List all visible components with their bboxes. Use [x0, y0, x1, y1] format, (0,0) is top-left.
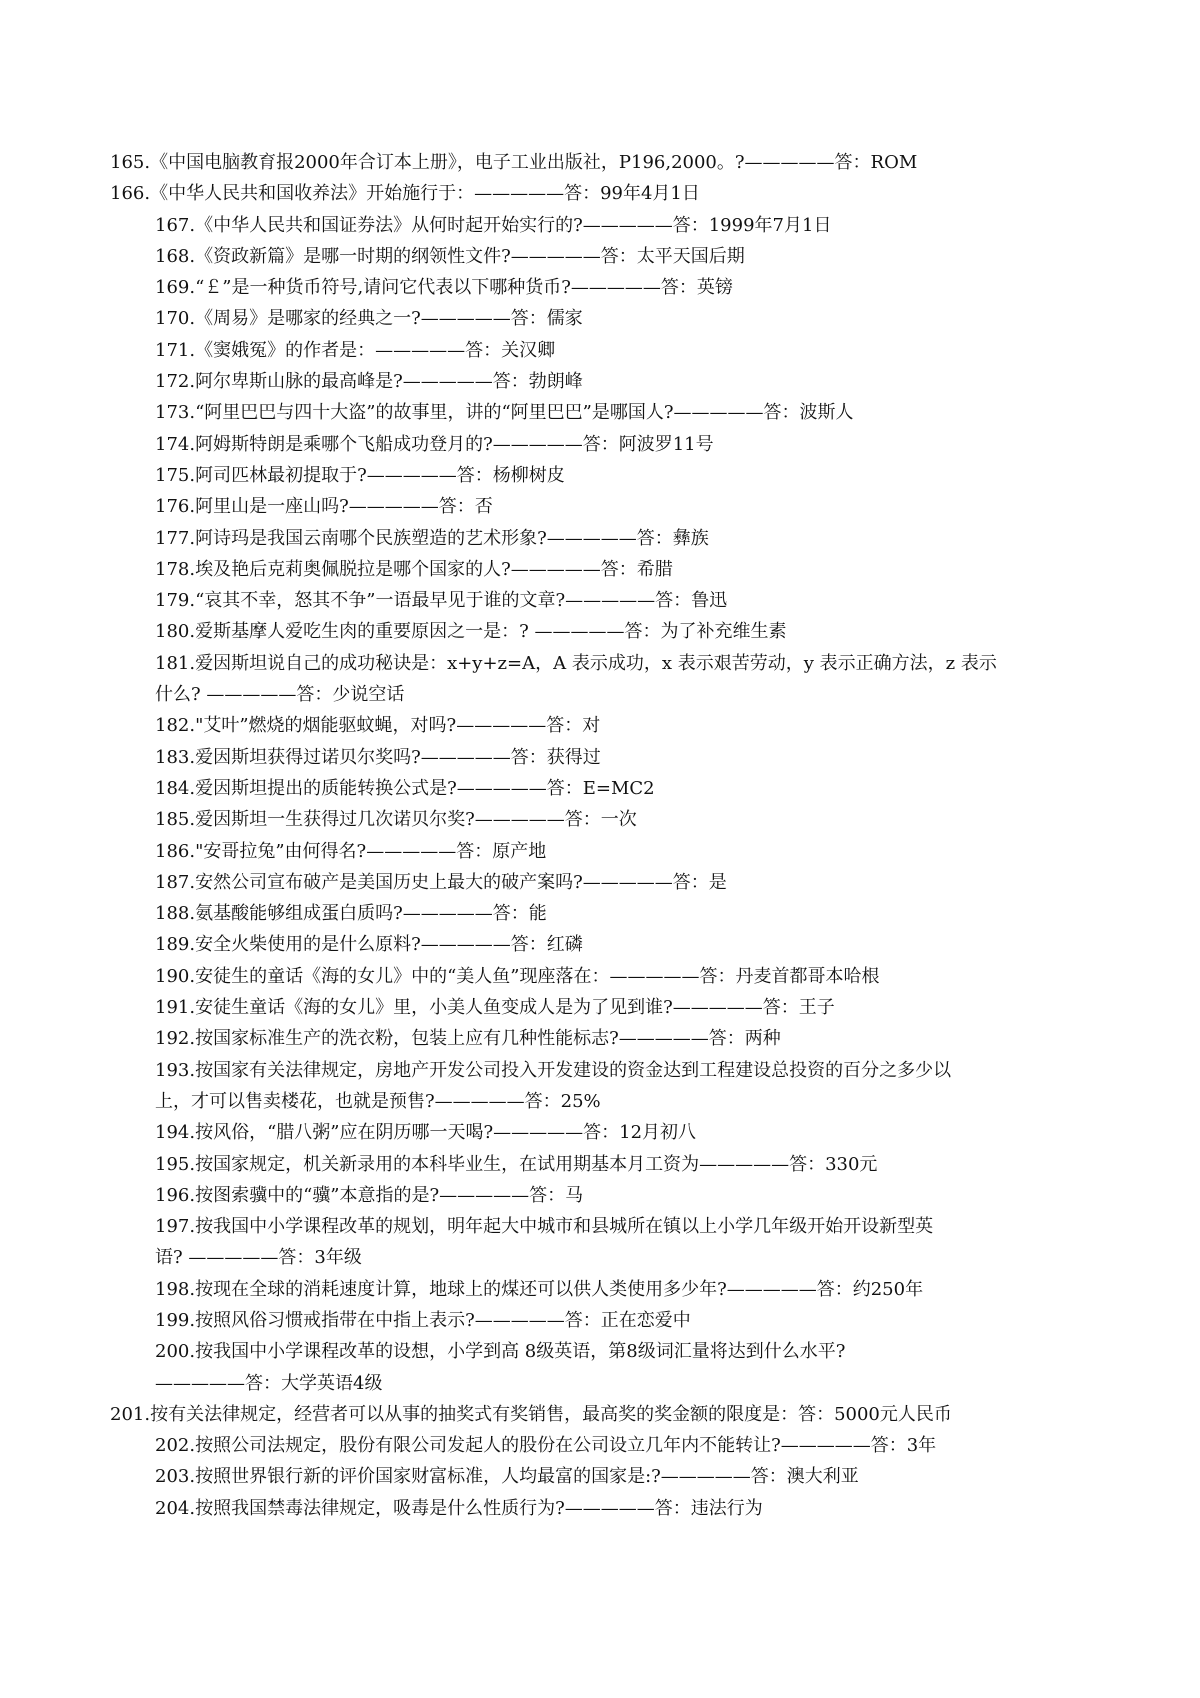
qa-line-continuation: 什么? —————答：少说空话 [155, 684, 405, 706]
qa-line-continuation: 上，才可以售卖楼花，也就是预售?—————答：25% [155, 1090, 601, 1112]
qa-line: 203.按照世界银行新的评价国家财富标准，人均最富的国家是:?—————答：澳大利亚 [155, 1466, 859, 1488]
qa-line: 170.《周易》是哪家的经典之一?—————答：儒家 [155, 308, 583, 330]
qa-line: 184.爱因斯坦提出的质能转换公式是?—————答：E=MC2 [155, 777, 655, 799]
qa-line: 197.按我国中小学课程改革的规划，明年起大中城市和县城所在镇以上小学几年级开始开设新型英 [155, 1216, 934, 1238]
qa-line: 172.阿尔卑斯山脉的最高峰是?—————答：勃朗峰 [155, 371, 583, 393]
qa-line: 200.按我国中小学课程改革的设想，小学到高 8级英语，第8级词汇量将达到什么水平? [155, 1341, 846, 1363]
qa-line: 186."安哥拉兔”由何得名?—————答：原产地 [155, 840, 547, 862]
qa-line: 198.按现在全球的消耗速度计算，地球上的煤还可以供人类使用多少年?—————答：约250年 [155, 1278, 924, 1300]
qa-line: 194.按风俗，“腊八粥”应在阴历哪一天喝?—————答：12月初八 [155, 1122, 697, 1144]
qa-line: 185.爱因斯坦一生获得过几次诺贝尔奖?—————答：一次 [155, 809, 637, 831]
qa-line: 196.按图索骥中的“骥”本意指的是?—————答：马 [155, 1184, 584, 1206]
qa-line: 195.按国家规定，机关新录用的本科毕业生，在试用期基本月工资为—————答：330元 [155, 1153, 878, 1175]
qa-line: 199.按照风俗习惯戒指带在中指上表示?—————答：正在恋爱中 [155, 1309, 691, 1331]
qa-line: 193.按国家有关法律规定，房地产开发公司投入开发建设的资金达到工程建设总投资的百分之多少以 [155, 1059, 952, 1081]
qa-line: 165.《中国电脑教育报2000年合订本上册》，电子工业出版社，P196,2000。?—————答：ROM [110, 152, 918, 173]
qa-line: 168.《资政新篇》是哪一时期的纲领性文件?—————答：太平天国后期 [155, 245, 745, 267]
qa-line: 167.《中华人民共和国证券法》从何时起开始实行的?—————答：1999年7月1日 [155, 214, 832, 236]
qa-line: 175.阿司匹林最初提取于?—————答：杨柳树皮 [155, 464, 565, 486]
qa-line: 180.爱斯基摩人爱吃生肉的重要原因之一是：? —————答：为了补充维生素 [155, 621, 787, 643]
qa-line: 190.安徒生的童话《海的女儿》中的“美人鱼”现座落在：—————答：丹麦首都哥本哈根 [155, 965, 880, 987]
qa-line: 174.阿姆斯特朗是乘哪个飞船成功登月的?—————答：阿波罗11号 [155, 433, 714, 455]
qa-line: 188.氨基酸能够组成蛋白质吗?—————答：能 [155, 903, 547, 925]
qa-line: 169.“￡”是一种货币符号,请问它代表以下哪种货币?—————答：英镑 [155, 277, 733, 299]
qa-line-continuation: 语? —————答：3年级 [155, 1247, 362, 1269]
qa-line: 179.“哀其不幸，怒其不争”一语最早见于谁的文章?—————答：鲁迅 [155, 590, 728, 612]
qa-line: 187.安然公司宣布破产是美国历史上最大的破产案吗?—————答：是 [155, 871, 727, 893]
qa-list [110, 147, 1110, 1524]
qa-line-continuation: —————答：大学英语4级 [155, 1372, 383, 1394]
qa-line: 177.阿诗玛是我国云南哪个民族塑造的艺术形象?—————答：彝族 [155, 527, 709, 549]
qa-line: 182."艾叶”燃烧的烟能驱蚊蝇，对吗?—————答：对 [155, 715, 601, 737]
qa-line: 171.《窦娥冤》的作者是：—————答：关汉卿 [155, 339, 556, 361]
qa-line: 204.按照我国禁毒法律规定，吸毒是什么性质行为?—————答：违法行为 [155, 1497, 763, 1519]
qa-line: 181.爱因斯坦说自己的成功秘诀是：x+y+z=A，A 表示成功，x 表示艰苦劳动，y 表示正确方法，z 表示 [155, 652, 997, 674]
qa-line: 191.安徒生童话《海的女儿》里，小美人鱼变成人是为了见到谁?—————答：王子 [155, 997, 835, 1019]
qa-line: 201.按有关法律规定，经营者可以从事的抽奖式有奖销售，最高奖的奖金额的限度是：答：5000元人民币 [110, 1403, 952, 1425]
qa-line: 178.埃及艳后克莉奥佩脱拉是哪个国家的人?—————答：希腊 [155, 558, 673, 580]
qa-line: 176.阿里山是一座山吗?—————答：否 [155, 496, 493, 518]
qa-line: 202.按照公司法规定，股份有限公司发起人的股份在公司设立几年内不能转让?—————答：3年 [155, 1435, 937, 1457]
qa-line: 166.《中华人民共和国收养法》开始施行于：—————答：99年4月1日 [110, 183, 700, 205]
qa-line: 189.安全火柴使用的是什么原料?—————答：红磷 [155, 934, 583, 956]
qa-line: 192.按国家标准生产的洗衣粉，包装上应有几种性能标志?—————答：两种 [155, 1028, 781, 1050]
qa-line: 183.爱因斯坦获得过诺贝尔奖吗?—————答：获得过 [155, 746, 601, 768]
qa-line: 173.“阿里巴巴与四十大盗”的故事里，讲的“阿里巴巴”是哪国人?—————答：波斯人 [155, 402, 854, 424]
